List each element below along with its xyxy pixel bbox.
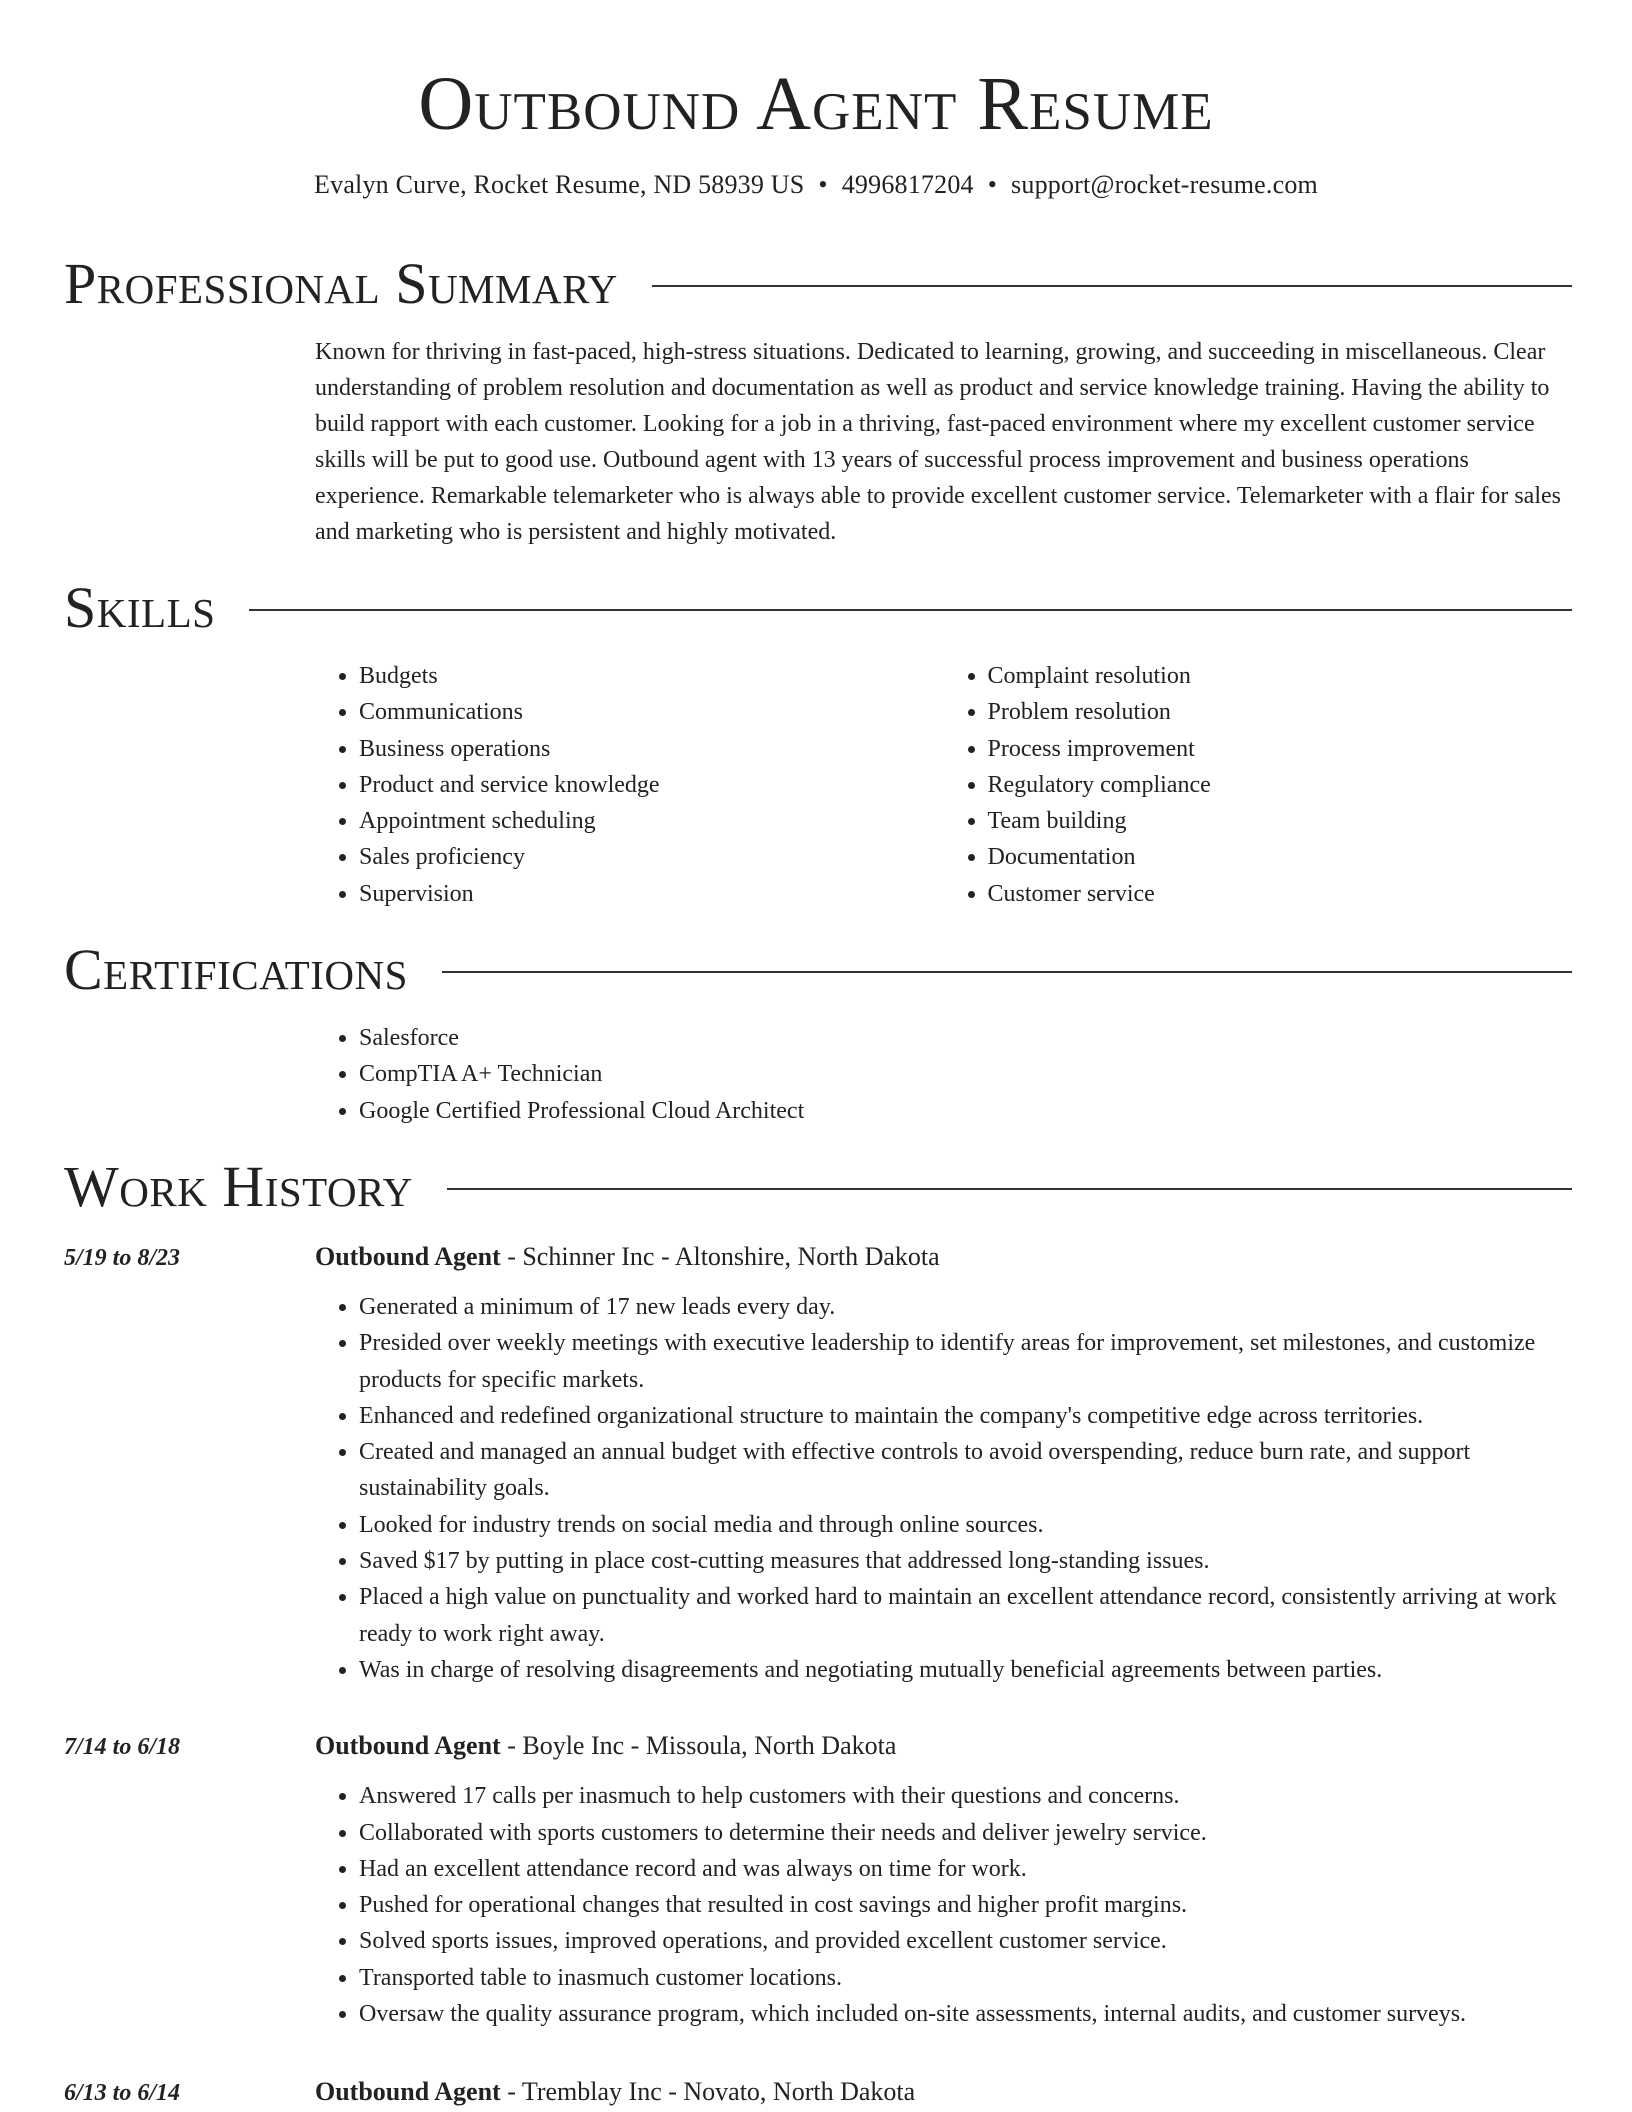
section-divider	[652, 285, 1572, 287]
job-duty-item: • Was in charge of resolving disagreements and negotiating mutually beneficial agreements between parties.	[359, 1652, 1572, 1688]
contact-line	[0, 168, 1632, 202]
job-duty-item: • Placed a high value on punctuality and worked hard to maintain an excellent attendance record, consistently arriving at work ready to work right away.	[359, 1579, 1572, 1652]
certifications-body	[315, 1020, 1572, 1129]
skill-item: • Complaint resolution	[988, 658, 1573, 694]
certification-item: • Google Certified Professional Cloud Architect	[359, 1093, 1572, 1129]
job-header-row	[64, 1728, 1572, 1764]
skill-item: • Supervision	[359, 876, 944, 912]
job-duty-item: • Solved sports issues, improved operations, and provided excellent customer service.	[359, 1923, 1572, 1959]
job-dates: 7/14 to 6/18	[64, 1734, 181, 1761]
job-title: Outbound Agent	[315, 2077, 501, 2107]
contact-address: Evalyn Curve, Rocket Resume, ND 58939 US	[314, 170, 805, 199]
work-history-section	[64, 1155, 1572, 2110]
job-duty-item: • Saved $17 by putting in place cost-cutting measures that addressed long-standing issues.	[359, 1543, 1572, 1579]
summary-body	[315, 334, 1572, 550]
skill-item: • Sales proficiency	[359, 839, 944, 875]
skills-body	[315, 658, 1572, 912]
summary-heading: Professional Summary	[64, 251, 618, 316]
skill-item: • Budgets	[359, 658, 944, 694]
job-duty-item: • Pushed for operational changes that resulted in cost savings and higher profit margins.	[359, 1887, 1572, 1923]
job-duty-item: • Presided over weekly meetings with executive leadership to identify areas for improvement, set milestones, and customize products for specific markets.	[359, 1325, 1572, 1398]
skill-item: • Documentation	[988, 839, 1573, 875]
summary-text: Known for thriving in fast-paced, high-stress situations. Dedicated to learning, growing, and succeeding in miscellaneous. Clear understanding of problem resolution and documentation as well as product and service knowledge training. Having the ability to build rapport with each customer. Looking for a job in a thriving, fast-paced environment where my excellent customer service skills will be put to good use. Outbound agent with 13 years of successful process improvement and business operations experience. Remarkable telemarketer who is always able to provide excellent customer service. Telemarketer with a flair for sales and marketing who is persistent and highly motivated.	[315, 339, 1561, 545]
job-duties-list	[315, 1778, 1572, 2032]
job-duty-item: • Transported table to inasmuch customer locations.	[359, 1960, 1572, 1996]
skills-section	[64, 576, 1572, 912]
job-heading	[315, 1239, 940, 1275]
skill-item: • Business operations	[359, 731, 944, 767]
job-entry	[64, 1728, 1572, 2032]
skill-item: • Appointment scheduling	[359, 803, 944, 839]
contact-separator: •	[987, 170, 998, 199]
work-history-heading: Work History	[64, 1154, 413, 1219]
skill-item: • Customer service	[988, 876, 1573, 912]
skills-heading: Skills	[64, 575, 216, 640]
job-duty-item: • Had an excellent attendance record and was always on time for work.	[359, 1851, 1572, 1887]
job-duty-item: • Generated a minimum of 17 new leads every day.	[359, 1289, 1572, 1325]
job-company-location: - Schinner Inc - Altonshire, North Dakota	[500, 1242, 940, 1271]
certification-item: • CompTIA A+ Technician	[359, 1056, 1572, 1092]
job-dates: 5/19 to 8/23	[64, 1245, 181, 1271]
skill-item: • Communications	[359, 694, 944, 730]
job-heading	[315, 2074, 915, 2110]
job-duties-list	[315, 1289, 1572, 1688]
job-heading	[315, 1728, 896, 1764]
section-divider	[442, 971, 1572, 973]
skills-list-left	[315, 658, 944, 912]
skills-list-right	[944, 658, 1573, 912]
skills-header	[64, 576, 1572, 640]
jobs-container	[64, 1239, 1572, 2110]
summary-section	[64, 252, 1572, 550]
job-duty-item: • Answered 17 calls per inasmuch to help customers with their questions and concerns.	[359, 1778, 1572, 1814]
certification-item: • Salesforce	[359, 1020, 1572, 1056]
job-company-location: - Tremblay Inc - Novato, North Dakota	[500, 2077, 916, 2107]
certifications-header	[64, 938, 1572, 1002]
job-company-location: - Boyle Inc - Missoula, North Dakota	[500, 1731, 897, 1761]
job-entry	[64, 1239, 1572, 1688]
contact-email: support@rocket-resume.com	[1011, 170, 1318, 199]
contact-phone: 4996817204	[841, 170, 974, 199]
skill-item: • Problem resolution	[988, 694, 1573, 730]
section-divider	[249, 609, 1572, 611]
skill-item: • Team building	[988, 803, 1573, 839]
certifications-section	[64, 938, 1572, 1129]
job-header-row	[64, 2074, 1572, 2110]
job-duty-item: • Created and managed an annual budget with effective controls to avoid overspending, reduce burn rate, and support sustainability goals.	[359, 1434, 1572, 1507]
certifications-list	[315, 1020, 1572, 1129]
job-duty-item: • Looked for industry trends on social media and through online sources.	[359, 1507, 1572, 1543]
summary-header	[64, 252, 1572, 316]
skill-item: • Product and service knowledge	[359, 767, 944, 803]
job-title: Outbound Agent	[315, 1731, 501, 1761]
job-duty-item: • Oversaw the quality assurance program, which included on-site assessments, internal audits, and customer surveys.	[359, 1996, 1572, 2032]
job-header-row	[64, 1239, 1572, 1275]
job-duty-item: • Enhanced and redefined organizational structure to maintain the company's competitive edge across territories.	[359, 1398, 1572, 1434]
skill-item: • Process improvement	[988, 731, 1573, 767]
job-title: Outbound Agent	[315, 1242, 501, 1271]
certifications-heading: Certifications	[64, 937, 408, 1002]
contact-separator: •	[818, 170, 828, 199]
resume-title: Outbound Agent Resume	[418, 62, 1214, 146]
job-duty-item: • Collaborated with sports customers to determine their needs and deliver jewelry service.	[359, 1815, 1572, 1851]
skill-item: • Regulatory compliance	[988, 767, 1573, 803]
job-entry	[64, 2074, 1572, 2110]
section-divider	[447, 1188, 1572, 1190]
job-dates: 6/13 to 6/14	[64, 2080, 181, 2107]
skills-grid	[315, 658, 1572, 912]
work-history-header	[64, 1155, 1572, 1219]
